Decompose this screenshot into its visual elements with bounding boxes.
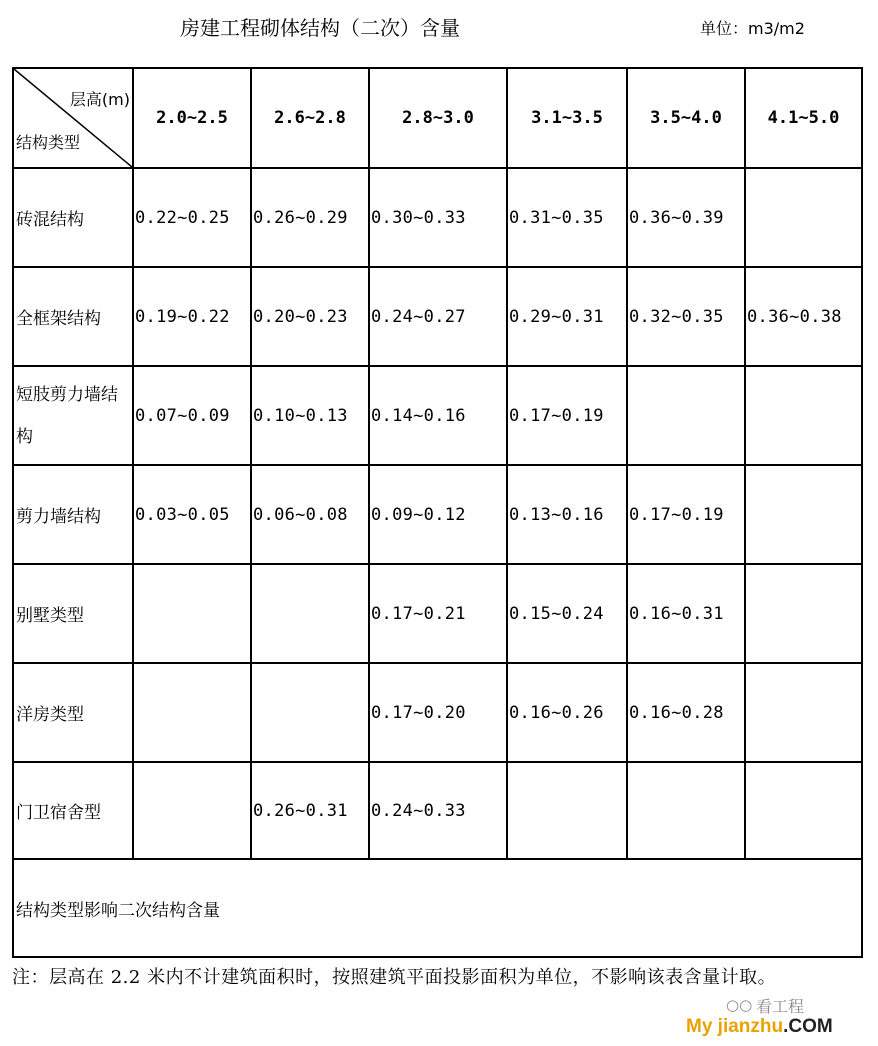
corner-label-type: 结构类型 — [16, 133, 81, 152]
column-header: 2.8~3.0 — [369, 68, 507, 168]
footer-note-cell: 结构类型影响二次结构含量 — [13, 859, 862, 957]
table-row — [13, 564, 862, 663]
table-cell: 0.17~0.21 — [369, 564, 507, 663]
table-cell — [627, 366, 745, 465]
table-cell: 0.06~0.08 — [251, 465, 369, 564]
table-row — [13, 366, 862, 465]
column-header: 2.0~2.5 — [133, 68, 251, 168]
table-cell: 0.16~0.28 — [627, 663, 745, 762]
row-label: 剪力墙结构 — [13, 465, 133, 564]
table-cell — [745, 663, 862, 762]
table-cell: 0.22~0.25 — [133, 168, 251, 267]
table-cell — [133, 663, 251, 762]
row-label — [13, 366, 133, 465]
row-label: 洋房类型 — [13, 663, 133, 762]
column-header: 2.6~2.8 — [251, 68, 369, 168]
watermark-site — [686, 1016, 833, 1038]
table-cell: 0.17~0.20 — [369, 663, 507, 762]
wechat-icon: ○○ — [726, 996, 753, 1014]
table-cell: 0.16~0.31 — [627, 564, 745, 663]
table-cell: 0.31~0.35 — [507, 168, 627, 267]
page-title: 房建工程砌体结构（二次）含量 — [180, 16, 460, 40]
table-cell: 0.20~0.23 — [251, 267, 369, 366]
table-cell — [745, 168, 862, 267]
row-label: 砖混结构 — [13, 168, 133, 267]
table-cell: 0.19~0.22 — [133, 267, 251, 366]
table-row — [13, 168, 862, 267]
table-cell: 0.32~0.35 — [627, 267, 745, 366]
table-cell: 0.29~0.31 — [507, 267, 627, 366]
table-cell: 0.03~0.05 — [133, 465, 251, 564]
column-header: 4.1~5.0 — [745, 68, 862, 168]
table-row — [13, 762, 862, 859]
corner-cell — [13, 68, 133, 168]
table-cell: 0.13~0.16 — [507, 465, 627, 564]
row-label: 全框架结构 — [13, 267, 133, 366]
watermark-site-name: My jianzhu — [686, 1016, 784, 1037]
table-cell: 0.16~0.26 — [507, 663, 627, 762]
table-footnote: 注：层高在 2.2 米内不计建筑面积时，按照建筑平面投影面积为单位，不影响该表含量计取。 — [12, 967, 777, 988]
table-cell: 0.09~0.12 — [369, 465, 507, 564]
table-row — [13, 663, 862, 762]
table-row — [13, 465, 862, 564]
table-cell: 0.26~0.31 — [251, 762, 369, 859]
table-cell: 0.15~0.24 — [507, 564, 627, 663]
table-cell — [745, 465, 862, 564]
column-header: 3.5~4.0 — [627, 68, 745, 168]
corner-label-height: 层高(m) — [69, 90, 130, 109]
unit-label: 单位：m3/m2 — [700, 19, 805, 38]
column-header: 3.1~3.5 — [507, 68, 627, 168]
table-cell — [251, 663, 369, 762]
table-cell: 0.36~0.38 — [745, 267, 862, 366]
table-cell: 0.24~0.27 — [369, 267, 507, 366]
table-cell — [745, 366, 862, 465]
table-cell: 0.10~0.13 — [251, 366, 369, 465]
watermark-account: 看工程 — [756, 997, 805, 1016]
watermark-site-domain: .COM — [783, 1016, 833, 1037]
table-cell: 0.14~0.16 — [369, 366, 507, 465]
header-row — [13, 68, 862, 168]
row-label: 门卫宿舍型 — [13, 762, 133, 859]
table-cell: 0.26~0.29 — [251, 168, 369, 267]
row-label: 别墅类型 — [13, 564, 133, 663]
table-cell: 0.17~0.19 — [507, 366, 627, 465]
table-cell: 0.17~0.19 — [627, 465, 745, 564]
table-cell — [133, 762, 251, 859]
table-cell — [507, 762, 627, 859]
table-cell — [133, 564, 251, 663]
table-cell — [745, 762, 862, 859]
table-cell — [251, 564, 369, 663]
row-label-text: 短肢剪力墙结构 — [16, 384, 118, 447]
table-row — [13, 267, 862, 366]
content-table — [12, 67, 863, 958]
table-cell: 0.36~0.39 — [627, 168, 745, 267]
table-cell — [745, 564, 862, 663]
footer-row — [13, 859, 862, 957]
table-cell: 0.24~0.33 — [369, 762, 507, 859]
table-cell — [627, 762, 745, 859]
table-cell: 0.30~0.33 — [369, 168, 507, 267]
table-cell: 0.07~0.09 — [133, 366, 251, 465]
